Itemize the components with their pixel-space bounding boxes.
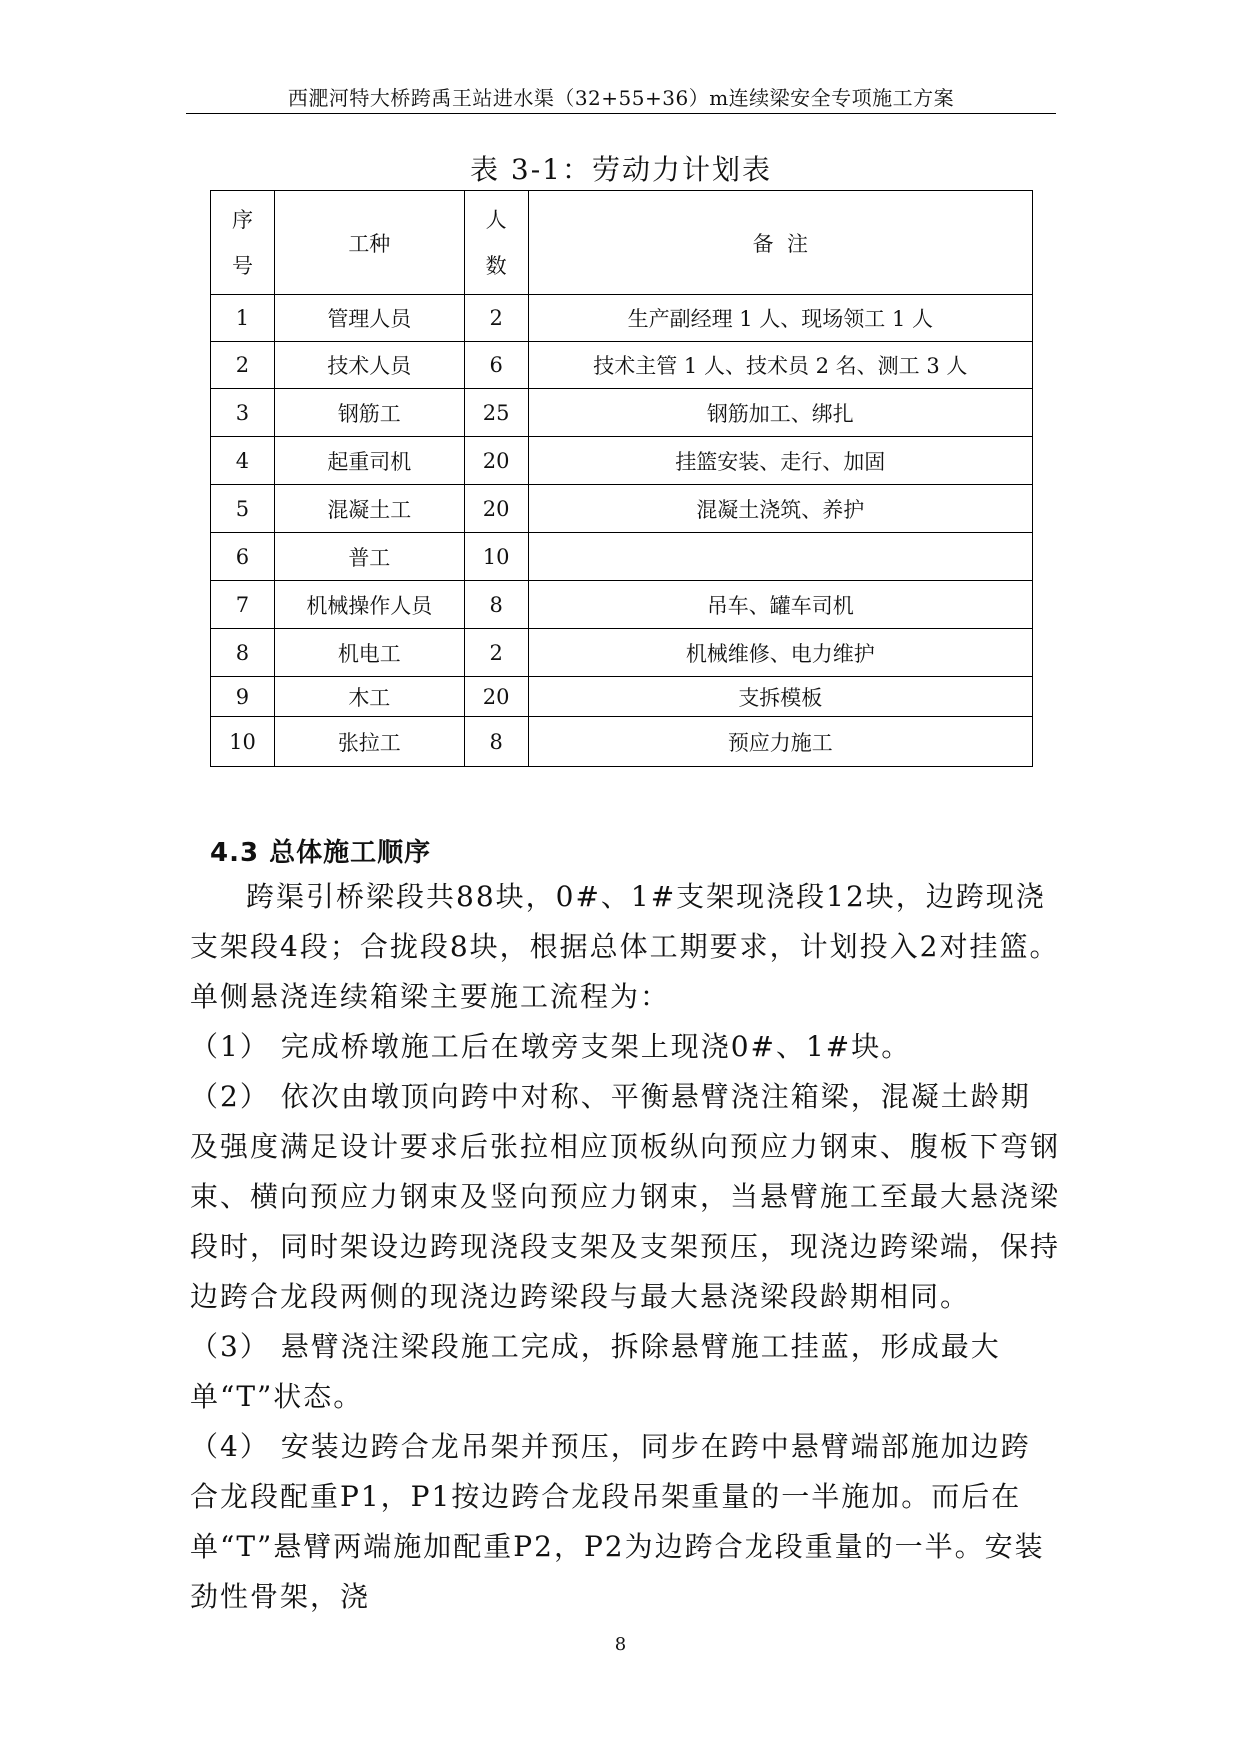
cell-note: 支拆模板 bbox=[528, 677, 1032, 717]
cell-seq: 9 bbox=[211, 677, 275, 717]
cell-num: 2 bbox=[464, 295, 528, 342]
table-header-row bbox=[211, 191, 1033, 295]
cell-num: 25 bbox=[464, 389, 528, 437]
cell-note: 生产副经理 1 人、现场领工 1 人 bbox=[528, 295, 1032, 342]
table-row bbox=[211, 389, 1033, 437]
cell-note: 吊车、罐车司机 bbox=[528, 581, 1032, 629]
cell-seq: 10 bbox=[211, 717, 275, 767]
table-row bbox=[211, 295, 1033, 342]
cell-note: 预应力施工 bbox=[528, 717, 1032, 767]
cell-type: 钢筋工 bbox=[274, 389, 464, 437]
cell-type: 技术人员 bbox=[274, 342, 464, 389]
cell-type: 普工 bbox=[274, 533, 464, 581]
table-row bbox=[211, 437, 1033, 485]
header-num: 人 数 bbox=[464, 191, 528, 295]
table-row bbox=[211, 629, 1033, 677]
cell-num: 20 bbox=[464, 677, 528, 717]
step-paragraph: （3） 悬臂浇注梁段施工完成，拆除悬臂施工挂蓝，形成最大单“T”状态。 bbox=[190, 1330, 1001, 1413]
table-row bbox=[211, 485, 1033, 533]
cell-num: 10 bbox=[464, 533, 528, 581]
cell-num: 8 bbox=[464, 717, 528, 767]
cell-seq: 5 bbox=[211, 485, 275, 533]
cell-note: 机械维修、电力维护 bbox=[528, 629, 1032, 677]
page-header: 西淝河特大桥跨禹王站进水渠（32+55+36）m连续梁安全专项施工方案 bbox=[287, 86, 955, 110]
cell-num: 20 bbox=[464, 437, 528, 485]
step-paragraph: （1） 完成桥墩施工后在墩旁支架上现浇0#、1#块。 bbox=[190, 1030, 912, 1063]
cell-type: 起重司机 bbox=[274, 437, 464, 485]
page-number: 8 bbox=[614, 1634, 627, 1655]
cell-seq: 2 bbox=[211, 342, 275, 389]
table-row bbox=[211, 717, 1033, 767]
cell-seq: 8 bbox=[211, 629, 275, 677]
cell-num: 20 bbox=[464, 485, 528, 533]
cell-type: 机械操作人员 bbox=[274, 581, 464, 629]
table-row bbox=[211, 581, 1033, 629]
cell-seq: 7 bbox=[211, 581, 275, 629]
intro-paragraph: 跨渠引桥梁段共88块，0#、1#支架现浇段12块，边跨现浇支架段4段；合拢段8块，根据总体工期要求，计划投入2对挂篮。单侧悬浇连续箱梁主要施工流程为： bbox=[190, 880, 1060, 1013]
table-row bbox=[211, 342, 1033, 389]
section-body bbox=[190, 872, 1060, 1622]
cell-num: 8 bbox=[464, 581, 528, 629]
cell-seq: 6 bbox=[211, 533, 275, 581]
cell-type: 管理人员 bbox=[274, 295, 464, 342]
header-seq: 序 号 bbox=[211, 191, 275, 295]
cell-seq: 1 bbox=[211, 295, 275, 342]
table-row bbox=[211, 677, 1033, 717]
cell-type: 机电工 bbox=[274, 629, 464, 677]
cell-note bbox=[528, 533, 1032, 581]
header-type: 工种 bbox=[274, 191, 464, 295]
cell-seq: 3 bbox=[211, 389, 275, 437]
cell-note: 钢筋加工、绑扎 bbox=[528, 389, 1032, 437]
cell-note: 挂篮安装、走行、加固 bbox=[528, 437, 1032, 485]
cell-type: 木工 bbox=[274, 677, 464, 717]
cell-note: 混凝土浇筑、养护 bbox=[528, 485, 1032, 533]
header-divider bbox=[186, 113, 1056, 114]
cell-num: 2 bbox=[464, 629, 528, 677]
section-heading: 4.3 总体施工顺序 bbox=[210, 838, 432, 868]
labor-plan-table bbox=[210, 190, 1033, 767]
cell-type: 混凝土工 bbox=[274, 485, 464, 533]
cell-num: 6 bbox=[464, 342, 528, 389]
table-row bbox=[211, 533, 1033, 581]
cell-note: 技术主管 1 人、技术员 2 名、测工 3 人 bbox=[528, 342, 1032, 389]
header-note: 备 注 bbox=[528, 191, 1032, 295]
step-paragraph: （2） 依次由墩顶向跨中对称、平衡悬臂浇注箱梁，混凝土龄期及强度满足设计要求后张拉相应顶板纵向预应力钢束、腹板下弯钢束、横向预应力钢束及竖向预应力钢束，当悬臂施工至最大悬浇梁段时，同时架设边跨现浇段支架及支架预压，现浇边跨梁端，保持边跨合龙段两侧的现浇边跨梁段与最大悬浇梁段龄期相同。 bbox=[190, 1080, 1061, 1313]
table-title: 表 3-1：劳动力计划表 bbox=[470, 153, 772, 186]
cell-seq: 4 bbox=[211, 437, 275, 485]
cell-type: 张拉工 bbox=[274, 717, 464, 767]
step-paragraph: （4） 安装边跨合龙吊架并预压，同步在跨中悬臂端部施加边跨合龙段配重P1，P1按边跨合龙段吊架重量的一半施加。而后在单“T”悬臂两端施加配重P2，P2为边跨合龙段重量的一半。安装劲性骨架，浇 bbox=[190, 1430, 1045, 1613]
